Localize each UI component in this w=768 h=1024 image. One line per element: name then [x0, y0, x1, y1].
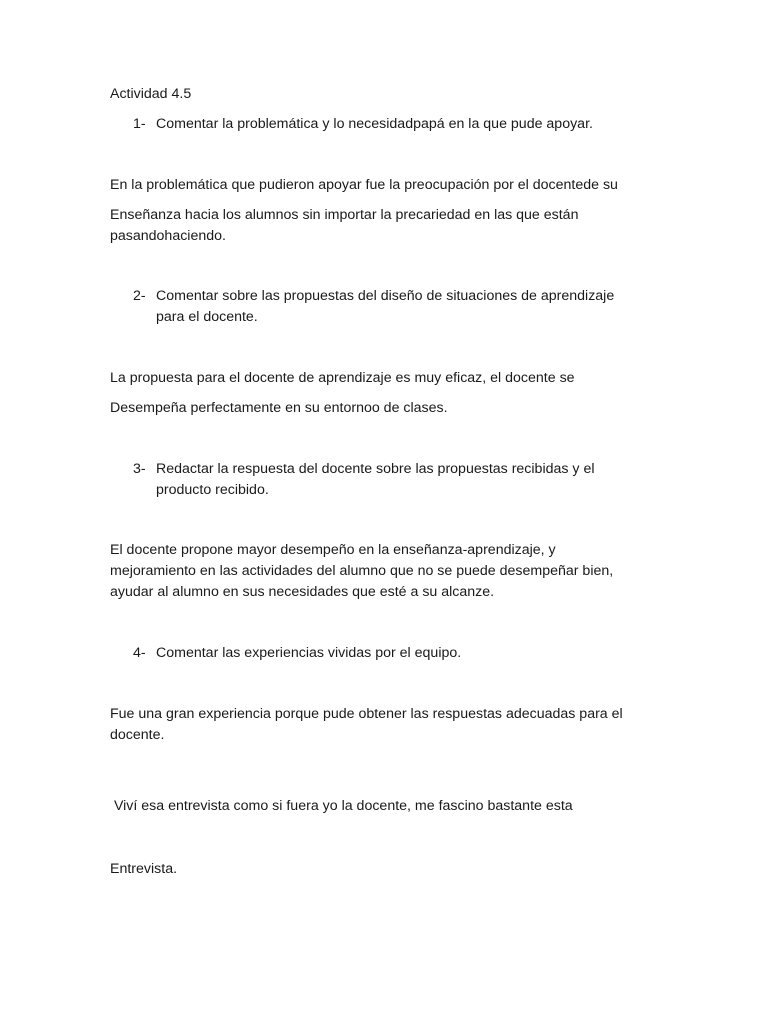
paragraph-line: ayudar al alumno en sus necesidades que esté a su alcanze. [110, 584, 495, 600]
paragraph-line: Viví esa entrevista como si fuera yo la docente, me fascino bastante esta [110, 798, 573, 814]
question-text [156, 286, 614, 328]
question-text [156, 114, 593, 135]
question-number: 3- [133, 461, 146, 477]
paragraph-line: Enseñanza hacia los alumnos sin importar la precariedad en las que están [110, 207, 579, 223]
question-number: 4- [133, 645, 146, 661]
question-line: para el docente. [156, 309, 258, 325]
answer-3-paragraph-1 [110, 540, 650, 603]
paragraph-line: pasandohaciendo. [110, 228, 226, 244]
question-line: Comentar la problemática y lo necesidadpapá en la que pude apoyar. [156, 116, 593, 132]
answer-1-paragraph-2 [110, 205, 650, 247]
question-number: 2- [133, 288, 146, 304]
question-line: Comentar sobre las propuestas del diseño de situaciones de aprendizaje [156, 288, 615, 304]
paragraph-line: Desempeña perfectamente en su entornoo de clases. [110, 400, 448, 416]
paragraph-line: En la problemática que pudieron apoyar fue la preocupación por el docentede su [110, 177, 618, 193]
question-line: Redactar la respuesta del docente sobre las propuestas recibidas y el [156, 461, 595, 477]
question-number: 1- [133, 116, 146, 132]
paragraph-line: docente. [110, 727, 165, 743]
answer-2-paragraph-1 [110, 368, 650, 389]
title-text: Actividad 4.5 [110, 86, 192, 102]
paragraph-line: Fue una gran experiencia porque pude obtener las respuestas adecuadas para el [110, 706, 623, 722]
question-text [156, 459, 595, 501]
document-title [110, 84, 650, 105]
question-text [156, 643, 461, 664]
answer-4-paragraph-2 [110, 754, 650, 922]
paragraph-line: mejoramiento en las actividades del alumno que no se puede desempeñar bien, [110, 563, 614, 579]
answer-1-paragraph-1 [110, 175, 650, 196]
paragraph-line: El docente propone mayor desempeño en la enseñanza-aprendizaje, y [110, 542, 556, 558]
question-line: producto recibido. [156, 482, 269, 498]
paragraph-line: Entrevista. [110, 861, 178, 877]
question-line: Comentar las experiencias vividas por el equipo. [156, 645, 462, 661]
paragraph-line: La propuesta para el docente de aprendizaje es muy eficaz, el docente se [110, 370, 575, 386]
answer-2-paragraph-2 [110, 398, 650, 419]
answer-4-paragraph-1 [110, 704, 650, 746]
